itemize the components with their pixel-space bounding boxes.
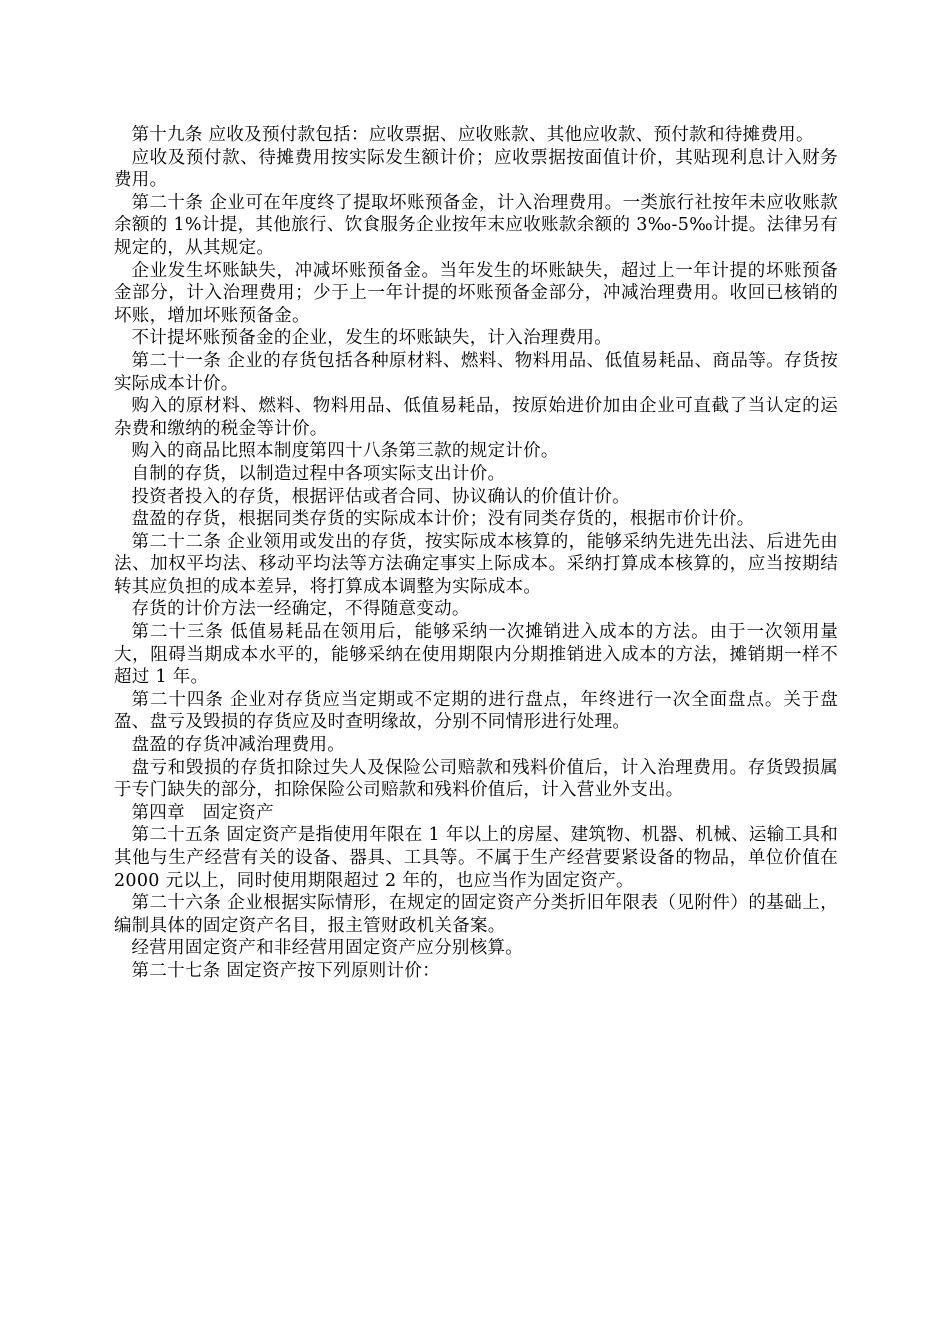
paragraph-purchased-goods: 购入的商品比照本制度第四十八条第三款的规定计价。: [131, 441, 559, 462]
paragraph-article-23: 第二十三条 低值易耗品在领用后，能够采纳一次摊销进入成本的方法。由于一次领用量大，阻碍当期成本水平的，能够采纳在使用期限内分期推销进入成本的方法，摊销期一样不超过 1 年。: [114, 622, 838, 688]
paragraph-article-20: 第二十条 企业可在年度终了提取坏账预备金，计入治理费用。一类旅行社按年未应收账款余额的 1%计提，其他旅行、饮食服务企业按年末应收账款余额的 3‰-5‰计提。法律另有规定的，从其规定。: [114, 192, 838, 258]
paragraph-article-25: 第二十五条 固定资产是指使用年限在 1 年以上的房屋、建筑物、机器、机械、运输工具和其他与生产经营有关的设备、器具、工具等。不属于生产经营要紧设备的物品，单位价值在 2000 元以上，同时使用期限超过 2 年的，也应当作为固定资产。: [114, 825, 838, 891]
paragraph-article-19: 第十九条 应收及预付款包括：应收票据、应收账款、其他应收款、预付款和待摊费用。: [131, 125, 814, 145]
paragraph-article-22: 第二十二条 企业领用或发出的存货，按实际成本核算的，能够采纳先进先出法、后进先由法、加权平均法、移动平均法等方法确定事实上际成本。采纳打算成本核算的，应当按期结转其应负担的成本差异，将打算成本调整为实际成本。: [114, 531, 838, 597]
paragraph-operating-assets: 经营用固定资产和非经营用固定资产应分别核算。: [131, 938, 524, 959]
paragraph-article-21: 第二十一条 企业的存货包括各种原材料、燃料、物料用品、低值易耗品、商品等。存货按实际成本计价。: [114, 350, 838, 394]
paragraph-purchased-materials: 购入的原材料、燃料、物料用品、低值易耗品，按原始进价加由企业可直截了当认定的运杂费和缴纳的税金等计价。: [114, 396, 838, 439]
document-body: [114, 124, 838, 983]
paragraph-surplus-offset: 盘盈的存货冲减治理费用。: [131, 735, 346, 756]
paragraph-loss-damage: 盘亏和毁损的存货扣除过失人及保险公司赔款和残料价值后，计入治理费用。存货毁损属于专门缺失的部分，扣除保险公司赔款和残料价值后，计入营业外支出。: [114, 757, 838, 801]
paragraph-valuation-method: 存货的计价方法一经确定，不得随意变动。: [131, 599, 470, 620]
paragraph-article-24: 第二十四条 企业对存货应当定期或不定期的进行盘点，年终进行一次全面盘点。关于盘盈、盘亏及毁损的存货应及时查明缘故，分别不同情形进行处理。: [114, 689, 838, 733]
paragraph-receivables-valuation: 应收及预付款、待摊费用按实际发生额计价；应收票据按面值计价，其贴现利息计入财务费用。: [114, 147, 838, 191]
paragraph-no-bad-debt-reserve: 不计提坏账预备金的企业，发生的坏账缺失，计入治理费用。: [131, 328, 613, 349]
paragraph-article-27: 第二十七条 固定资产按下列原则计价：: [131, 960, 440, 981]
paragraph-surplus-inventory: 盘盈的存货，根据同类存货的实际成本计价；没有同类存货的，根据市价计价。: [131, 509, 755, 530]
paragraph-investor-inventory: 投资者投入的存货，根据评估或者合同、协议确认的价值计价。: [131, 486, 630, 507]
paragraph-self-made-inventory: 自制的存货，以制造过程中各项实际支出计价。: [131, 463, 506, 484]
chapter-heading-4: 第四章 固定资产: [131, 802, 274, 823]
paragraph-article-26: 第二十六条 企业根据实际情形，在规定的固定资产分类折旧年限表（见附件）的基础上，编制具体的固定资产名目，报主管财政机关备案。: [114, 893, 838, 936]
paragraph-bad-debt-loss: 企业发生坏账缺失，冲减坏账预备金。当年发生的坏账缺失，超过上一年计提的坏账预备金部分，计入治理费用；少于上一年计提的坏账预备金部分，冲减治理费用。收回已核销的坏账，增加坏账预备金。: [114, 260, 838, 326]
